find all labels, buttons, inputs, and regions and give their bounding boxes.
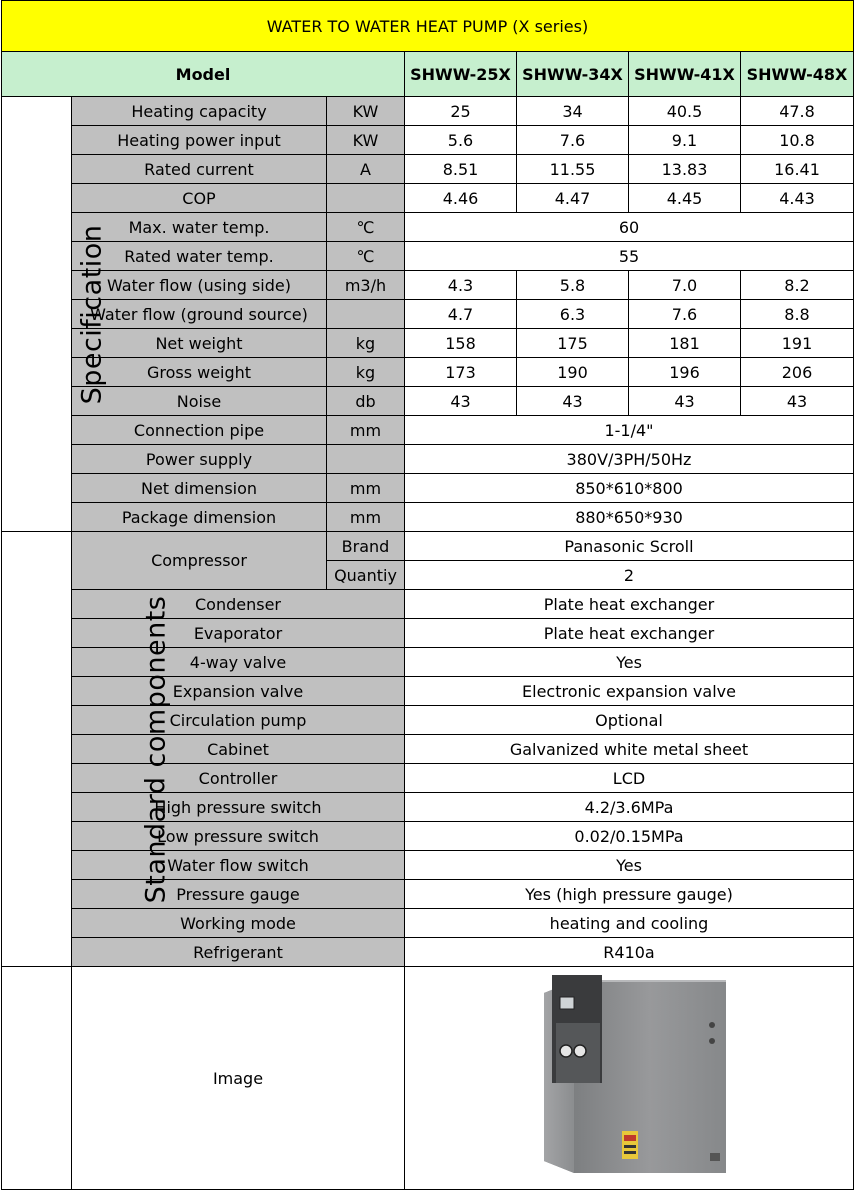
spec-row <box>2 474 854 503</box>
component-label: High pressure switch <box>72 793 405 822</box>
spec-row <box>2 503 854 532</box>
spec-value: 40.5 <box>629 97 741 126</box>
spec-value: 4.43 <box>741 184 854 213</box>
model-header-48x: SHWW-48X <box>741 52 854 97</box>
spec-value: 9.1 <box>629 126 741 155</box>
compressor-label: Compressor <box>72 532 327 590</box>
spec-row <box>2 358 854 387</box>
spec-label: Rated current <box>72 155 327 184</box>
spec-value: 158 <box>405 329 517 358</box>
spec-row <box>2 155 854 184</box>
component-label: Refrigerant <box>72 938 405 967</box>
spec-label: Noise <box>72 387 327 416</box>
component-value: heating and cooling <box>405 909 854 938</box>
spec-value-merged: 850*610*800 <box>405 474 854 503</box>
section-standard-components <box>2 532 172 967</box>
spec-row <box>2 97 854 126</box>
spec-row <box>2 184 854 213</box>
spec-value: 206 <box>741 358 854 387</box>
spec-value: 13.83 <box>629 155 741 184</box>
spec-label: Package dimension <box>72 503 327 532</box>
component-value: 4.2/3.6MPa <box>405 793 854 822</box>
spec-row <box>2 126 854 155</box>
spec-value-merged: 1-1/4" <box>405 416 854 445</box>
component-row <box>2 851 854 880</box>
spec-value: 7.6 <box>517 126 629 155</box>
model-header-label: Model <box>2 52 405 97</box>
component-label: Working mode <box>72 909 405 938</box>
component-value: Galvanized white metal sheet <box>405 735 854 764</box>
spec-label: Water flow (ground source) <box>72 300 327 329</box>
spec-value: 43 <box>741 387 854 416</box>
spec-value-merged: 55 <box>405 242 854 271</box>
heat-pump-unit-image <box>514 973 744 1183</box>
spec-value: 181 <box>629 329 741 358</box>
section-specification <box>2 97 108 532</box>
spec-value: 47.8 <box>741 97 854 126</box>
spec-label: Power supply <box>72 445 327 474</box>
spec-value: 4.45 <box>629 184 741 213</box>
compressor-brand-value: Panasonic Scroll <box>405 532 854 561</box>
spec-value: 4.47 <box>517 184 629 213</box>
spec-value-merged: 380V/3PH/50Hz <box>405 445 854 474</box>
spec-value: 34 <box>517 97 629 126</box>
component-value: Yes <box>405 851 854 880</box>
spec-table <box>1 0 854 1190</box>
model-header-34x: SHWW-34X <box>517 52 629 97</box>
image-label: Image <box>72 967 405 1190</box>
spec-value: 16.41 <box>741 155 854 184</box>
component-row <box>2 793 854 822</box>
model-header-25x: SHWW-25X <box>405 52 517 97</box>
image-cell <box>405 967 854 1190</box>
image-row <box>2 967 854 1190</box>
component-row <box>2 909 854 938</box>
component-row <box>2 735 854 764</box>
spec-value: 7.0 <box>629 271 741 300</box>
component-row <box>2 590 854 619</box>
spec-row <box>2 416 854 445</box>
component-label: Evaporator <box>72 619 405 648</box>
component-row <box>2 764 854 793</box>
component-label: Cabinet <box>72 735 405 764</box>
image-row-blank <box>2 967 72 1190</box>
spec-unit: mm <box>327 416 405 445</box>
component-row <box>2 619 854 648</box>
spec-row <box>2 213 854 242</box>
spec-value: 43 <box>405 387 517 416</box>
spec-unit: db <box>327 387 405 416</box>
component-value: Yes <box>405 648 854 677</box>
spec-label: COP <box>72 184 327 213</box>
spec-value: 4.3 <box>405 271 517 300</box>
spec-unit <box>327 184 405 213</box>
component-value: R410a <box>405 938 854 967</box>
spec-unit: ℃ <box>327 213 405 242</box>
spec-row <box>2 329 854 358</box>
spec-label: Heating capacity <box>72 97 327 126</box>
section-label-standard-components: Standard components <box>140 595 172 903</box>
spec-value: 43 <box>629 387 741 416</box>
spec-value: 43 <box>517 387 629 416</box>
spec-row <box>2 445 854 474</box>
spec-label: Rated water temp. <box>72 242 327 271</box>
component-label: 4-way valve <box>72 648 405 677</box>
spec-label: Connection pipe <box>72 416 327 445</box>
spec-value: 7.6 <box>629 300 741 329</box>
component-value: Plate heat exchanger <box>405 619 854 648</box>
component-row <box>2 880 854 909</box>
spec-value: 191 <box>741 329 854 358</box>
spec-value: 10.8 <box>741 126 854 155</box>
spec-label: Heating power input <box>72 126 327 155</box>
component-label: Expansion valve <box>72 677 405 706</box>
component-value: Optional <box>405 706 854 735</box>
spec-value: 8.51 <box>405 155 517 184</box>
model-header-41x: SHWW-41X <box>629 52 741 97</box>
spec-unit: ℃ <box>327 242 405 271</box>
spec-unit: kg <box>327 329 405 358</box>
spec-value: 190 <box>517 358 629 387</box>
spec-value: 4.46 <box>405 184 517 213</box>
spec-unit: KW <box>327 126 405 155</box>
spec-value: 175 <box>517 329 629 358</box>
spec-unit: kg <box>327 358 405 387</box>
compressor-quantity-value: 2 <box>405 561 854 590</box>
spec-row <box>2 271 854 300</box>
spec-label: Water flow (using side) <box>72 271 327 300</box>
component-row <box>2 706 854 735</box>
section-label-specification: Specification <box>76 224 108 404</box>
spec-value: 11.55 <box>517 155 629 184</box>
component-label: Low pressure switch <box>72 822 405 851</box>
spec-value: 25 <box>405 97 517 126</box>
table-title: WATER TO WATER HEAT PUMP (X series) <box>2 1 854 52</box>
spec-row <box>2 387 854 416</box>
spec-label: Net weight <box>72 329 327 358</box>
spec-value: 8.2 <box>741 271 854 300</box>
compressor-quantity-label: Quantiy <box>327 561 405 590</box>
component-label: Water flow switch <box>72 851 405 880</box>
spec-value: 5.6 <box>405 126 517 155</box>
compressor-brand-label: Brand <box>327 532 405 561</box>
component-value: 0.02/0.15MPa <box>405 822 854 851</box>
component-label: Condenser <box>72 590 405 619</box>
component-row <box>2 532 854 561</box>
component-row <box>2 938 854 967</box>
spec-row <box>2 300 854 329</box>
spec-label: Max. water temp. <box>72 213 327 242</box>
spec-unit: KW <box>327 97 405 126</box>
spec-label: Gross weight <box>72 358 327 387</box>
spec-row <box>2 242 854 271</box>
component-value: Yes (high pressure gauge) <box>405 880 854 909</box>
component-value: LCD <box>405 764 854 793</box>
spec-value: 5.8 <box>517 271 629 300</box>
component-row <box>2 677 854 706</box>
component-label: Pressure gauge <box>72 880 405 909</box>
spec-unit: A <box>327 155 405 184</box>
component-value: Electronic expansion valve <box>405 677 854 706</box>
spec-unit: mm <box>327 503 405 532</box>
spec-unit <box>327 445 405 474</box>
spec-unit: mm <box>327 474 405 503</box>
spec-value: 173 <box>405 358 517 387</box>
component-row <box>2 822 854 851</box>
component-value: Plate heat exchanger <box>405 590 854 619</box>
spec-value: 6.3 <box>517 300 629 329</box>
spec-label: Net dimension <box>72 474 327 503</box>
component-label: Controller <box>72 764 405 793</box>
component-label: Circulation pump <box>72 706 405 735</box>
spec-value-merged: 880*650*930 <box>405 503 854 532</box>
component-row <box>2 648 854 677</box>
spec-value-merged: 60 <box>405 213 854 242</box>
spec-unit: m3/h <box>327 271 405 300</box>
spec-value: 196 <box>629 358 741 387</box>
spec-value: 8.8 <box>741 300 854 329</box>
spec-value: 4.7 <box>405 300 517 329</box>
spec-unit <box>327 300 405 329</box>
